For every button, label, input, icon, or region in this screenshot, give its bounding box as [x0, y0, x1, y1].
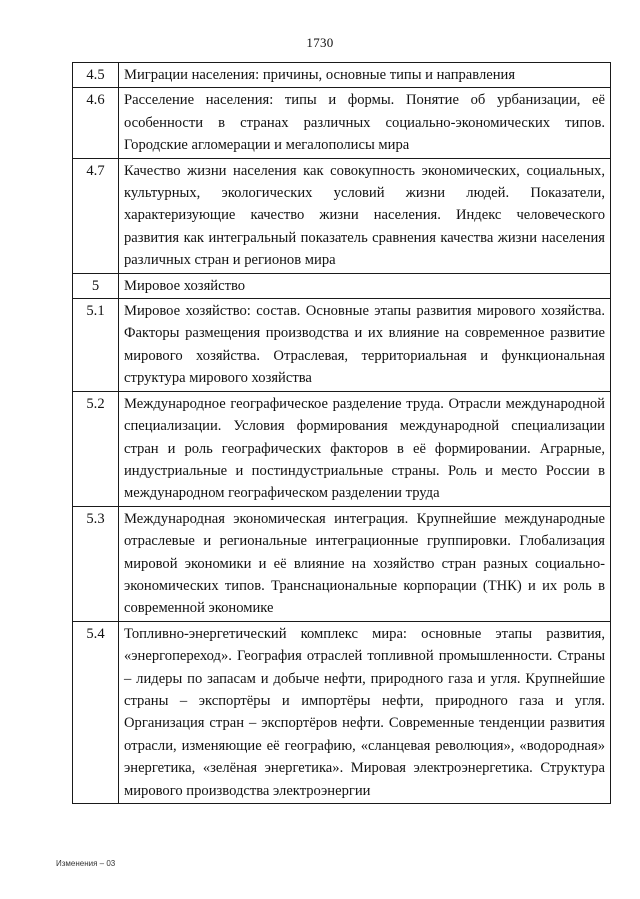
- footer-revision-note: Изменения – 03: [56, 859, 116, 868]
- table-row: [73, 88, 611, 158]
- section-number: 5.1: [73, 299, 119, 392]
- section-text: Мировое хозяйство: состав. Основные этапы развития мирового хозяйства. Факторы размещения производства и их влияние на современное развитие мирового хозяйства. Отраслевая, территориальная и функциональная структура мирового хозяйства: [119, 299, 611, 392]
- section-number: 5.3: [73, 506, 119, 621]
- section-text: Топливно-энергетический комплекс мира: основные этапы развития, «энергопереход». География отраслей топливной промышленности. Страны – лидеры по запасам и добыче нефти, природного газа и угля. Крупнейшие страны – экспортёры и импортёры нефти, природного газа и угля. Организация стран – экспортёров нефти. Современные тенденции развития отрасли, изменяющие её географию, «сланцевая революция», «водородная» энергетика, «зелёная энергетика». Мировая электроэнергетика. Структура мирового производства электроэнергии: [119, 621, 611, 803]
- page-number: 1730: [306, 35, 334, 50]
- syllabus-table: [72, 62, 611, 804]
- syllabus-table-container: [72, 62, 610, 804]
- table-row: [73, 63, 611, 88]
- table-row: [73, 273, 611, 298]
- table-row: [73, 158, 611, 273]
- section-text: Качество жизни населения как совокупность экономических, социальных, культурных, экологических условий жизни людей. Показатели, характеризующие качество жизни населения. Индекс человеческого развития как интегральный показатель сравнения качества жизни населения различных стран и регионов мира: [119, 158, 611, 273]
- section-number: 4.5: [73, 63, 119, 88]
- section-text: Международная экономическая интеграция. Крупнейшие международные отраслевые и региональные интеграционные группировки. Глобализация мировой экономики и её влияние на хозяйство стран разных социально-экономических типов. Транснациональные корпорации (ТНК) и их роль в современной экономике: [119, 506, 611, 621]
- section-text: Миграции населения: причины, основные типы и направления: [119, 63, 611, 88]
- section-text: Международное географическое разделение труда. Отрасли международной специализации. Условия формирования международной специализации стран и роль географических факторов в её формировании. Аграрные, индустриальные и постиндустриальные страны. Роль и место России в международном географическом разделении труда: [119, 391, 611, 506]
- table-row: [73, 391, 611, 506]
- section-text: Мировое хозяйство: [119, 273, 611, 298]
- table-row: [73, 621, 611, 803]
- section-number: 4.7: [73, 158, 119, 273]
- section-number: 5: [73, 273, 119, 298]
- table-row: [73, 299, 611, 392]
- section-number: 4.6: [73, 88, 119, 158]
- table-row: [73, 506, 611, 621]
- section-number: 5.2: [73, 391, 119, 506]
- section-text: Расселение населения: типы и формы. Понятие об урбанизации, её особенности в странах различных социально-экономических типов. Городские агломерации и мегалополисы мира: [119, 88, 611, 158]
- section-number: 5.4: [73, 621, 119, 803]
